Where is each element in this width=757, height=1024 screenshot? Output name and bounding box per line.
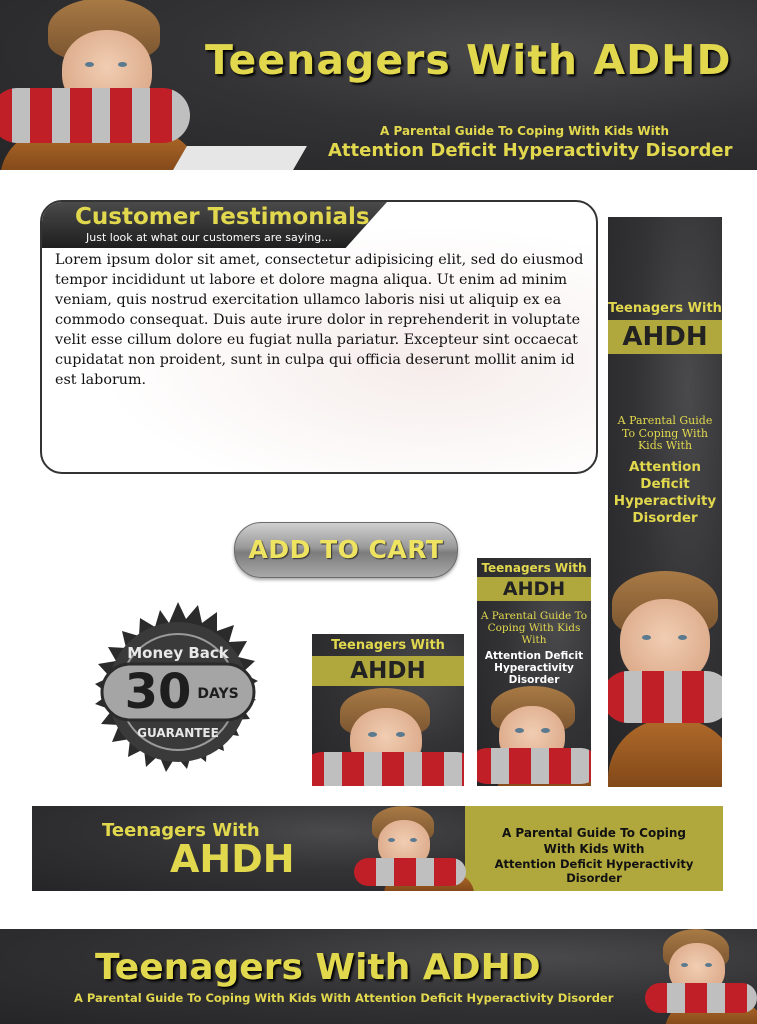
- add-to-cart-button[interactable]: [234, 522, 458, 578]
- seal-top-text: Money Back: [127, 644, 229, 662]
- square-banner-band: [312, 656, 464, 686]
- skyscraper-line2: AHDH: [622, 322, 708, 352]
- boy-photo: [477, 686, 591, 786]
- skyscraper-band: [608, 320, 722, 354]
- square-banner-line2: AHDH: [350, 658, 426, 684]
- skyscraper-disorder: Attention Deficit Hyperactivity Disorder: [613, 459, 717, 526]
- leaderboard-text3: Attention Deficit Hyperactivity Disorder: [494, 857, 694, 885]
- header-banner: [0, 0, 757, 170]
- boy-photo: [354, 806, 466, 891]
- testimonial-text: Lorem ipsum dolor sit amet, consectetur adipisicing elit, sed do eiusmod tempor incididunt ut labore et dolore magna aliqua. Ut enim ad minim veniam, quis nostrud exercitation ullamco laboris nisi ut aliquip ex ea commodo consequat. Duis aute irure dolor in reprehenderit in voluptate velit esse cillum dolore eu fugiat nulla pariatur. Excepteur sint occaecat cupidatat non proident, sunt in culpa qui officia deserunt mollit anim id est laborum.: [55, 252, 584, 388]
- medium-banner-line2: AHDH: [502, 578, 566, 600]
- medium-banner-disorder: Attention Deficit Hyperactivity Disorder: [484, 650, 584, 686]
- skyscraper-line1: Teenagers With: [608, 301, 722, 316]
- medium-banner-line1: Teenagers With: [481, 561, 587, 575]
- medium-banner-band: [477, 577, 591, 601]
- header-subtitle-1: A Parental Guide To Coping With Kids With: [380, 124, 670, 138]
- skyscraper-guide: A Parental Guide To Coping With Kids With: [617, 414, 713, 452]
- leaderboard-banner: [32, 806, 723, 891]
- boy-photo: [608, 569, 722, 787]
- seal-bottom-text: GUARANTEE: [137, 726, 219, 740]
- seal-number: 30: [124, 664, 192, 720]
- medium-banner-guide: A Parental Guide To Coping With Kids With: [480, 610, 588, 646]
- bottom-banner-title: Teenagers With ADHD: [95, 947, 541, 988]
- leaderboard-text1: A Parental Guide To Coping: [501, 826, 687, 840]
- testimonials-subtitle: Just look at what our customers are saying...: [86, 231, 332, 244]
- money-back-seal: [88, 602, 268, 782]
- seal-days-text: DAYS: [197, 686, 239, 702]
- leaderboard-line2: AHDH: [170, 837, 295, 881]
- testimonials-title: Customer Testimonials: [75, 204, 370, 230]
- square-banner: [312, 634, 464, 786]
- header-subtitle-2: Attention Deficit Hyperactivity Disorder: [328, 140, 733, 161]
- header-title: Teenagers With ADHD: [205, 36, 732, 84]
- add-to-cart-label: ADD TO CART: [248, 535, 444, 564]
- skyscraper-banner: [608, 217, 722, 787]
- bottom-banner-subtitle: A Parental Guide To Coping With Kids With Attention Deficit Hyperactivity Disorder: [74, 991, 614, 1005]
- paper-decor: [173, 146, 307, 170]
- leaderboard-line1: Teenagers With: [102, 820, 260, 841]
- testimonials-box: [40, 200, 598, 474]
- medium-banner: [477, 558, 591, 786]
- bottom-banner: [0, 929, 757, 1024]
- square-banner-line1: Teenagers With: [331, 638, 445, 653]
- boy-photo: [645, 929, 757, 1024]
- boy-photo: [0, 0, 200, 170]
- boy-photo: [312, 686, 464, 786]
- leaderboard-text2: With Kids With: [543, 842, 645, 856]
